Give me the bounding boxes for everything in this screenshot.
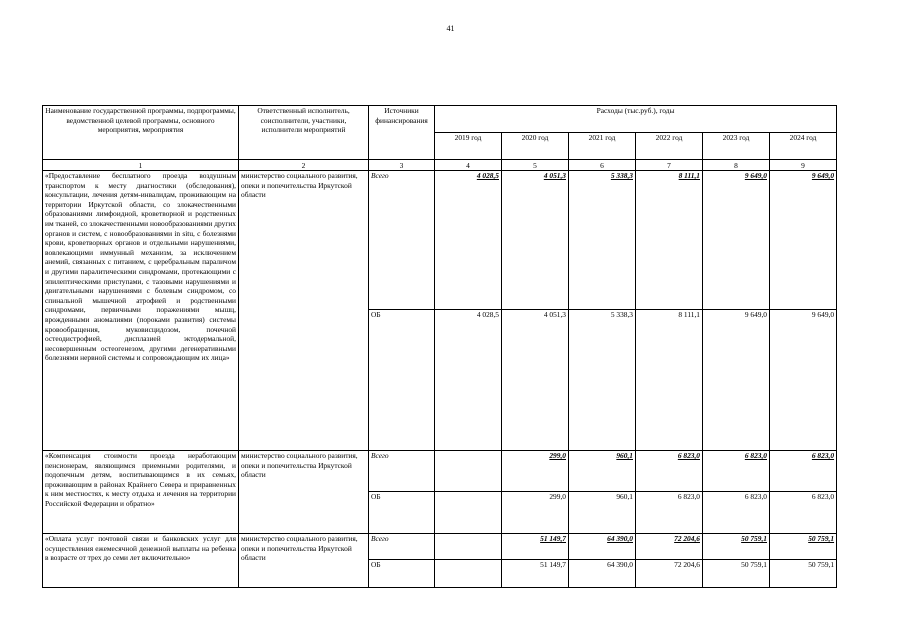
value-total: 72 204,6 bbox=[636, 534, 703, 560]
source-total: Всего bbox=[369, 171, 435, 310]
value-total bbox=[435, 451, 502, 492]
value-total: 51 149,7 bbox=[502, 534, 569, 560]
value-total: 64 390,0 bbox=[569, 534, 636, 560]
value-total: 9 649,0 bbox=[770, 171, 837, 310]
column-number: 5 bbox=[502, 160, 569, 171]
header-expenses: Расходы (тыс.руб.), годы bbox=[435, 106, 837, 133]
activity-name: «Оплата услуг почтовой связи и банковских услуг для осуществления ежемесячной денежной выплаты на ребенка в возрасте от трех до семи лет включительно» bbox=[43, 534, 239, 588]
column-number: 1 bbox=[43, 160, 239, 171]
column-number: 9 bbox=[770, 160, 837, 171]
header-executor: Ответственный исполнитель, соисполнители, участники, исполнители мероприятий bbox=[239, 106, 369, 160]
value-total: 5 338,3 bbox=[569, 171, 636, 310]
value-total: 6 823,0 bbox=[636, 451, 703, 492]
column-number-row bbox=[43, 160, 837, 171]
source-ob: ОБ bbox=[369, 310, 435, 451]
value-total: 9 649,0 bbox=[703, 171, 770, 310]
value-ob bbox=[435, 492, 502, 534]
table-row bbox=[43, 534, 837, 560]
value-total bbox=[435, 534, 502, 560]
column-number: 8 bbox=[703, 160, 770, 171]
value-ob: 9 649,0 bbox=[703, 310, 770, 451]
value-total: 4 028,5 bbox=[435, 171, 502, 310]
value-ob: 960,1 bbox=[569, 492, 636, 534]
source-total: Всего bbox=[369, 534, 435, 560]
column-number: 7 bbox=[636, 160, 703, 171]
value-total: 299,0 bbox=[502, 451, 569, 492]
column-number: 2 bbox=[239, 160, 369, 171]
value-total: 8 111,1 bbox=[636, 171, 703, 310]
value-total: 50 759,1 bbox=[770, 534, 837, 560]
source-total: Всего bbox=[369, 451, 435, 492]
activity-name: «Компенсация стоимости проезда неработающим пенсионерам, являющимся приемными родителями, и подопечным детям, воспитывающимся в их семьях, проживающим в районах Крайнего Севера и приравненных к ним местностях, к месту отдыха и лечения на территории Российской Федерации и обратно» bbox=[43, 451, 239, 534]
activity-executor: министерство социального развития, опеки и попечительства Иркутской области bbox=[239, 451, 369, 534]
header-year: 2019 год bbox=[435, 133, 502, 160]
header-year: 2020 год bbox=[502, 133, 569, 160]
column-number: 4 bbox=[435, 160, 502, 171]
value-ob: 6 823,0 bbox=[770, 492, 837, 534]
column-number: 6 bbox=[569, 160, 636, 171]
activity-executor: министерство социального развития, опеки и попечительства Иркутской области bbox=[239, 171, 369, 451]
budget-table bbox=[42, 105, 837, 588]
header-year: 2024 год bbox=[770, 133, 837, 160]
value-ob: 64 390,0 bbox=[569, 560, 636, 588]
value-total: 6 823,0 bbox=[770, 451, 837, 492]
value-ob bbox=[435, 560, 502, 588]
page-number: 41 bbox=[446, 24, 455, 33]
header-year: 2022 год bbox=[636, 133, 703, 160]
activity-name: «Предоставление бесплатного проезда воздушным транспортом к месту диагностики (обследования), консультации, лечения детям-инвалидам, проживающим на территории Иркутской области, со злокачественными образованиями лимфоидной, кроветворной и родственных им тканей, со злокачественными новообразованиями других органов и систем, с новообразованиями in situ, с болезнями крови, кроветворных органов и отдельными нарушениями, вовлекающими иммунный механизм, за исключением анемий, связанных с питанием, с церебральным параличом и другими паралитическими синдромами, протекающими с эпилептическими приступами, с тазовыми нарушениями и двигательными нарушениями с болевым синдромом, со спинальной мышечной атрофией и родственными синдромами, первичными поражениями мышц, врожденными аномалиями (пороками развития) системы кровообращения, муковисцидозом, почечной остеодистрофией, дисплазией эктодермальной, несовершенным остеогенезом, другими дегенеративными болезнями нервной системы и сопровождающим их лица» bbox=[43, 171, 239, 451]
table-row bbox=[43, 451, 837, 492]
value-ob: 51 149,7 bbox=[502, 560, 569, 588]
header-name: Наименование государственной программы, подпрограммы, ведомственной целевой программы, основного мероприятия, мероприятия bbox=[43, 106, 239, 160]
table-row bbox=[43, 171, 837, 310]
value-ob: 50 759,1 bbox=[703, 560, 770, 588]
value-total: 4 051,3 bbox=[502, 171, 569, 310]
value-ob: 72 204,6 bbox=[636, 560, 703, 588]
value-ob: 299,0 bbox=[502, 492, 569, 534]
value-ob: 8 111,1 bbox=[636, 310, 703, 451]
value-ob: 9 649,0 bbox=[770, 310, 837, 451]
value-ob: 4 051,3 bbox=[502, 310, 569, 451]
header-year: 2023 год bbox=[703, 133, 770, 160]
header-year: 2021 год bbox=[569, 133, 636, 160]
value-ob: 6 823,0 bbox=[636, 492, 703, 534]
value-total: 960,1 bbox=[569, 451, 636, 492]
value-total: 50 759,1 bbox=[703, 534, 770, 560]
source-ob: ОБ bbox=[369, 492, 435, 534]
value-total: 6 823,0 bbox=[703, 451, 770, 492]
source-ob: ОБ bbox=[369, 560, 435, 588]
value-ob: 5 338,3 bbox=[569, 310, 636, 451]
column-number: 3 bbox=[369, 160, 435, 171]
value-ob: 4 028,5 bbox=[435, 310, 502, 451]
activity-executor: министерство социального развития, опеки и попечительства Иркутской области bbox=[239, 534, 369, 588]
value-ob: 6 823,0 bbox=[703, 492, 770, 534]
value-ob: 50 759,1 bbox=[770, 560, 837, 588]
header-source: Источники финансирования bbox=[369, 106, 435, 160]
